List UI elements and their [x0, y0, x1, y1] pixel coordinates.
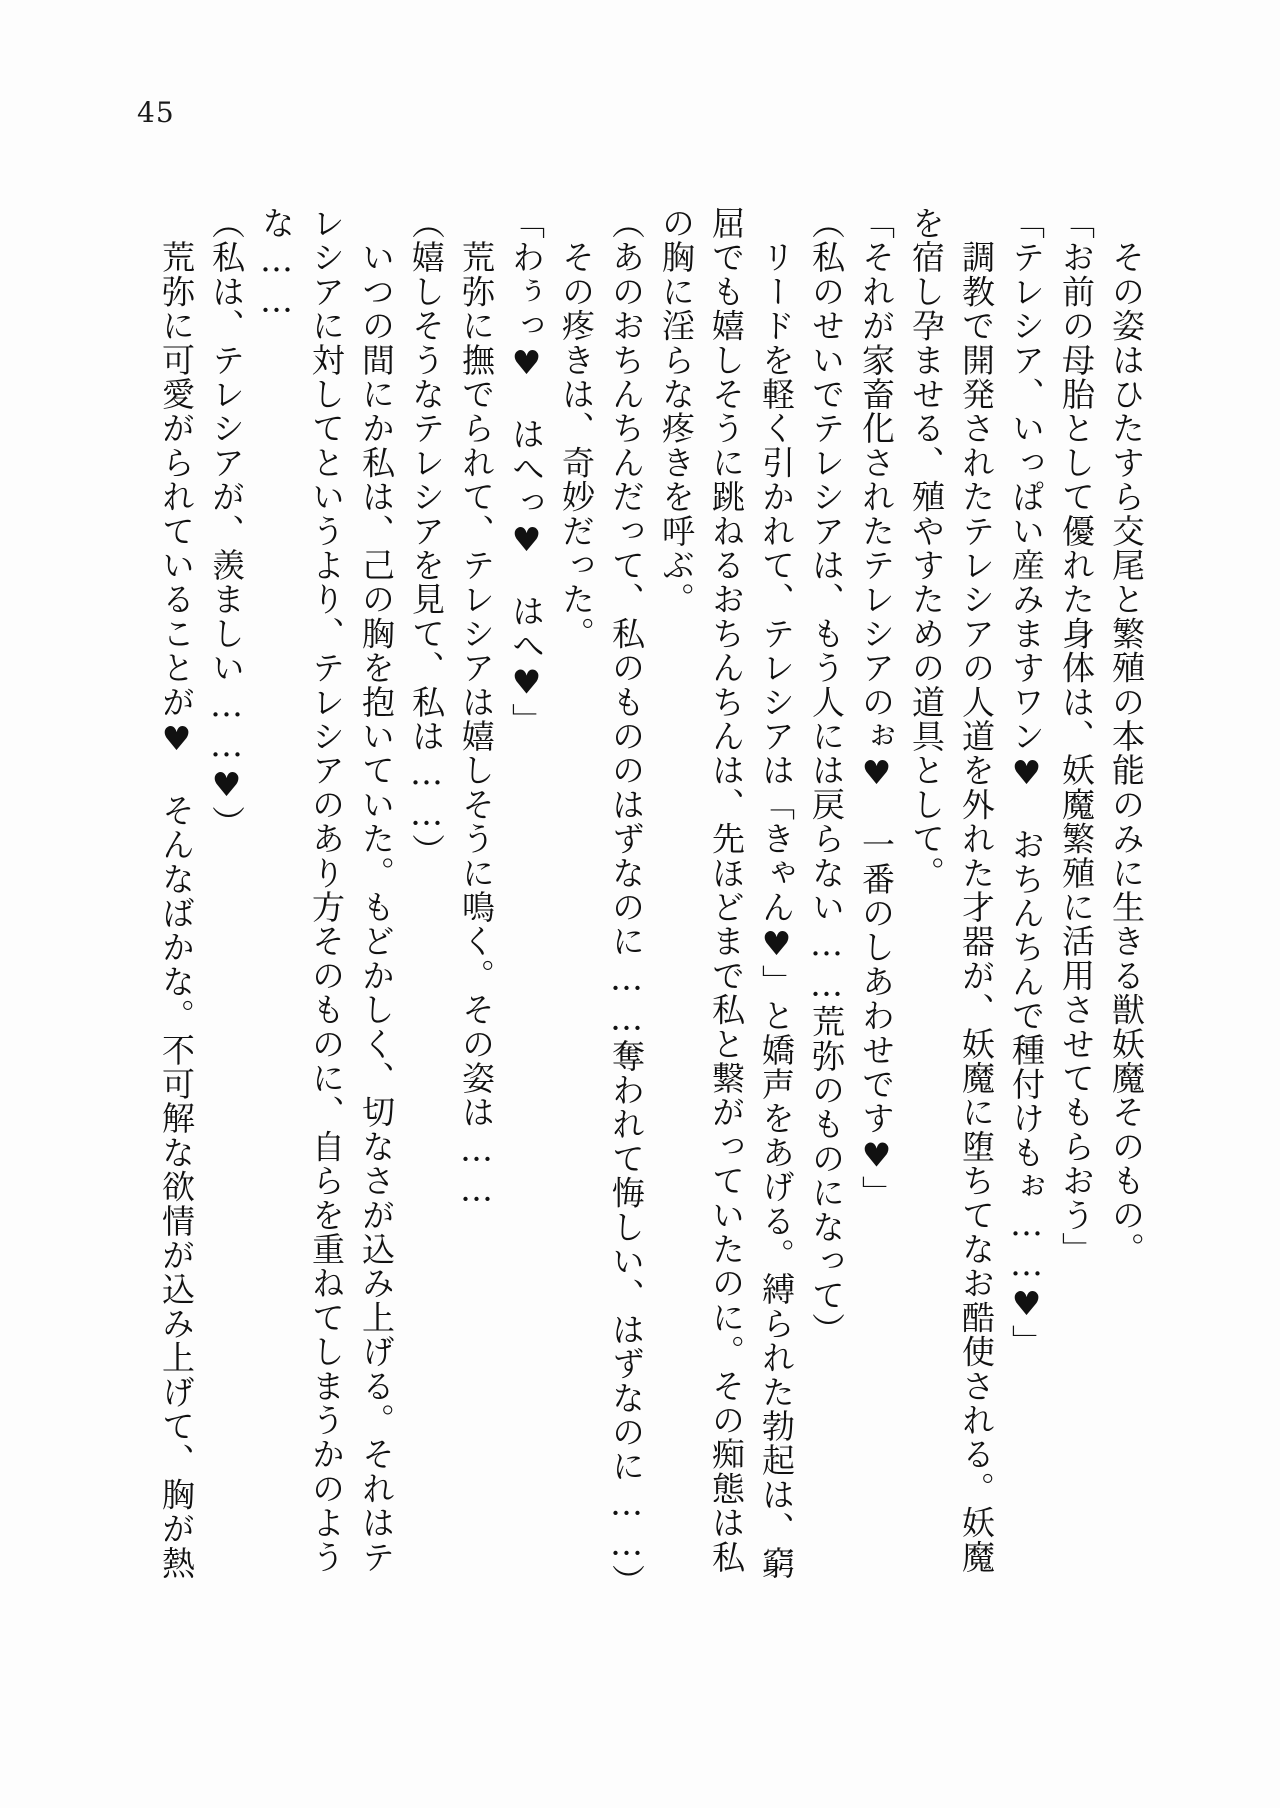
vertical-text-block [151, 206, 1151, 1638]
text-column: 「お前の母胎として優れた身体は、妖魔繁殖に活用させてもらおう」 [1057, 206, 1096, 1267]
text-column: を宿し孕ませる、殖やすための道具として。 [907, 206, 946, 890]
text-column: いつの間にか私は、己の胸を抱いていた。もどかしく、切なさが込み上げる。それはテ [357, 206, 396, 1574]
text-column: 「テレシア、いっぱい産みますワン♥ おちんちんで種付けもぉ……♥」 [1007, 206, 1046, 1359]
text-column: 調教で開発されたテレシアの人道を外れた才器が、妖魔に堕ちてなお酷使される。妖魔 [957, 206, 996, 1575]
text-column: （あのおちんちんだって、私のもののはずなのに……奪われて悔しい、はずなのに……） [607, 206, 646, 1598]
text-column: 「わぅっ♥ はへっ♥ はへ♥」 [507, 206, 546, 737]
text-column: （嬉しそうなテレシアを見て、私は……） [407, 206, 446, 868]
text-column: リードを軽く引かれて、テレシアは「きゃん♥」と嬌声をあげる。縛られた勃起は、窮 [757, 206, 796, 1580]
text-column: 屈でも嬉しそうに跳ねるおちんちんは、先ほどまで私と繋がっていたのに。その痴態は私 [707, 206, 746, 1574]
text-column: その姿はひたすら交尾と繁殖の本能のみに生きる獣妖魔そのもの。 [1107, 206, 1146, 1267]
text-column: （私は、テレシアが、羨ましい……♥） [207, 206, 246, 840]
text-column: 荒弥に撫でられて、テレシアは嬉しそうに鳴く。その姿は…… [457, 206, 496, 1210]
text-column: 「それが家畜化されたテレシアのぉ♥ 一番のしあわせです♥」 [857, 206, 896, 1210]
text-column: な…… [257, 206, 296, 321]
text-column: その疼きは、奇妙だった。 [557, 206, 596, 651]
text-column: 荒弥に可愛がられていることが♥ そんなばかな。不可解な欲情が込み上げて、胸が熱 [157, 206, 196, 1580]
page-number: 45 [137, 96, 175, 129]
text-column: の胸に淫らな疼きを呼ぶ。 [657, 206, 696, 617]
text-column: （私のせいでテレシアは、もう人には戻らない……荒弥のものになって） [807, 206, 846, 1347]
text-column: レシアに対してというより、テレシアのあり方そのものに、自らを重ねてしまうかのよう [307, 206, 346, 1574]
